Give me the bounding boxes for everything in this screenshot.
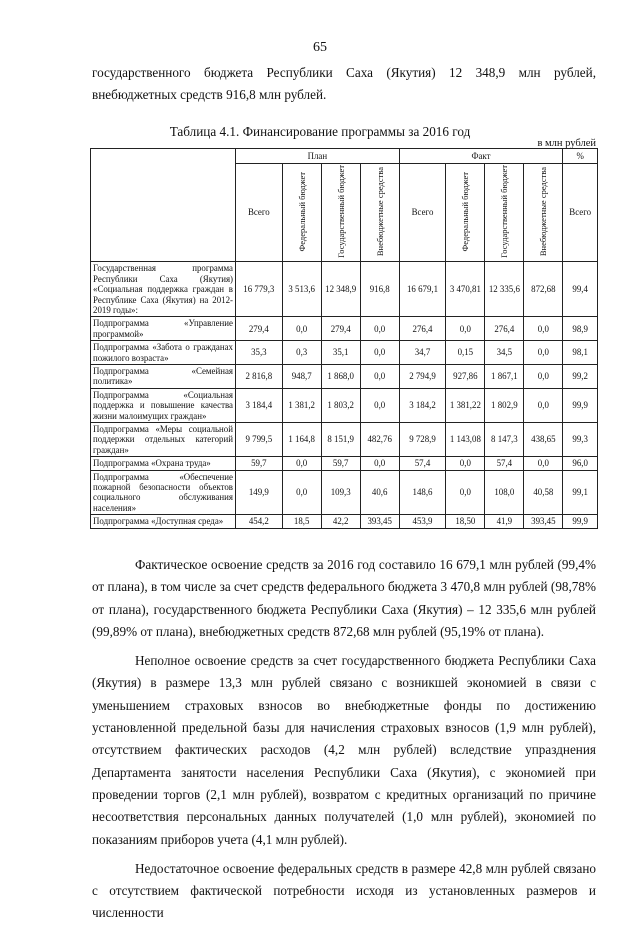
fact-extrabudget-header-text: Внебюджетные средства	[538, 166, 549, 256]
percent-value-cell: 99,9	[563, 388, 598, 422]
fact-value-cell: 3 184,2	[399, 388, 446, 422]
plan-value-cell: 2 816,8	[236, 364, 283, 388]
fact-extrabudget-header	[524, 164, 563, 262]
table-row	[91, 457, 598, 470]
plan-extrabudget-header	[360, 164, 399, 262]
fact-value-cell: 3 470,81	[446, 262, 485, 317]
plan-value-cell: 1 868,0	[321, 364, 360, 388]
row-name-cell: Подпрограмма «Семейная политика»	[91, 364, 236, 388]
fact-value-cell: 438,65	[524, 422, 563, 456]
table-group-header-row	[91, 149, 598, 164]
header-percent: %	[563, 149, 598, 164]
plan-total-header: Всего	[236, 164, 283, 262]
fact-value-cell: 0,0	[524, 317, 563, 341]
table-row	[91, 515, 598, 528]
plan-value-cell: 149,9	[236, 470, 283, 515]
table-body	[91, 262, 598, 528]
intro-paragraph: государственного бюджета Республики Саха (Якутия) 12 348,9 млн рублей, внебюджетных средств 916,8 млн рублей.	[92, 65, 596, 103]
row-name-cell: Подпрограмма «Забота о гражданах пожилого возраста»	[91, 341, 236, 365]
plan-value-cell: 0,0	[360, 388, 399, 422]
plan-value-cell: 0,0	[282, 470, 321, 515]
fact-value-cell: 0,0	[446, 470, 485, 515]
plan-value-cell: 12 348,9	[321, 262, 360, 317]
fact-value-cell: 1 143,08	[446, 422, 485, 456]
plan-value-cell: 35,3	[236, 341, 283, 365]
fact-value-cell: 57,4	[399, 457, 446, 470]
fact-value-cell: 18,50	[446, 515, 485, 528]
plan-value-cell: 35,1	[321, 341, 360, 365]
plan-value-cell: 0,0	[360, 341, 399, 365]
plan-value-cell: 8 151,9	[321, 422, 360, 456]
plan-value-cell: 3 513,6	[282, 262, 321, 317]
plan-value-cell: 109,3	[321, 470, 360, 515]
plan-value-cell: 1 803,2	[321, 388, 360, 422]
fact-value-cell: 34,7	[399, 341, 446, 365]
plan-value-cell: 279,4	[236, 317, 283, 341]
page-number: 65	[313, 40, 327, 55]
plan-value-cell: 1 164,8	[282, 422, 321, 456]
fact-value-cell: 927,86	[446, 364, 485, 388]
table-row	[91, 317, 598, 341]
fact-value-cell: 393,45	[524, 515, 563, 528]
row-name-cell: Подпрограмма «Обеспечение пожарной безопасности объектов социального обслуживания населения»	[91, 470, 236, 515]
table-caption: Таблица 4.1. Финансирование программы за 2016 год	[169, 124, 471, 139]
fact-value-cell: 1 381,22	[446, 388, 485, 422]
row-name-cell: Подпрограмма «Охрана труда»	[91, 457, 236, 470]
plan-value-cell: 3 184,4	[236, 388, 283, 422]
plan-value-cell: 9 799,5	[236, 422, 283, 456]
row-name-cell: Подпрограмма «Социальная поддержка и повышение качества жизни малоимущих граждан»	[91, 388, 236, 422]
plan-value-cell: 16 779,3	[236, 262, 283, 317]
table-row	[91, 388, 598, 422]
percent-value-cell: 99,2	[563, 364, 598, 388]
plan-value-cell: 0,0	[360, 364, 399, 388]
fact-value-cell: 276,4	[485, 317, 524, 341]
percent-value-cell: 99,1	[563, 470, 598, 515]
fact-value-cell: 276,4	[399, 317, 446, 341]
row-name-cell: Подпрограмма «Управление программой»	[91, 317, 236, 341]
header-name-column	[91, 149, 236, 262]
table-row	[91, 341, 598, 365]
fact-state-header-text: Государственный бюджет	[499, 165, 510, 258]
percent-value-cell: 99,3	[563, 422, 598, 456]
plan-value-cell: 18,5	[282, 515, 321, 528]
fact-value-cell: 148,6	[399, 470, 446, 515]
fact-value-cell: 0,0	[446, 457, 485, 470]
fact-value-cell: 16 679,1	[399, 262, 446, 317]
fact-federal-header	[446, 164, 485, 262]
fact-value-cell: 453,9	[399, 515, 446, 528]
row-name-cell: Подпрограмма «Меры социальной поддержки отдельных категорий граждан»	[91, 422, 236, 456]
fact-federal-header-text: Федеральный бюджет	[460, 171, 471, 252]
percent-value-cell: 99,4	[563, 262, 598, 317]
paragraph-federal-underspend: Недостаточное освоение федеральных средств в размере 42,8 млн рублей связано с отсутствием фактической потребности исходя из установленных размеров и численности	[92, 860, 596, 921]
percent-value-cell: 98,9	[563, 317, 598, 341]
fact-value-cell: 1 867,1	[485, 364, 524, 388]
plan-federal-header	[282, 164, 321, 262]
fact-value-cell: 1 802,9	[485, 388, 524, 422]
table-row	[91, 470, 598, 515]
row-name-cell: Государственная программа Республики Саха (Якутия) «Социальная поддержка граждан в Республике Саха (Якутия) на 2012-2019 годы»:	[91, 262, 236, 317]
plan-value-cell: 454,2	[236, 515, 283, 528]
plan-value-cell: 0,0	[360, 317, 399, 341]
table-row	[91, 262, 598, 317]
plan-value-cell: 1 381,2	[282, 388, 321, 422]
percent-value-cell: 96,0	[563, 457, 598, 470]
plan-federal-header-text: Федеральный бюджет	[296, 171, 307, 252]
fact-value-cell: 34,5	[485, 341, 524, 365]
plan-value-cell: 948,7	[282, 364, 321, 388]
financing-table	[90, 148, 598, 529]
plan-value-cell: 482,76	[360, 422, 399, 456]
fact-value-cell: 57,4	[485, 457, 524, 470]
plan-value-cell: 0,3	[282, 341, 321, 365]
header-fact: Факт	[399, 149, 563, 164]
paragraph-state-budget-underspend: Неполное освоение средств за счет государственного бюджета Республики Саха (Якутия) в размере 13,3 млн рублей связано с возникшей экономией в связи с уменьшением страховых взносов во внебюджетные фонды по достижению установленной предельной базы для начисления страховых взносов (1,9 млн рублей), отсутствием фактических расходов (4,2 млн рублей) вследствие упразднения Департамента занятости населения Республики Саха (Якутия), с экономией при проведении торгов (2,1 млн рублей), возвратом с кредитных организаций по причине несоответствия персональных данных получателей (1,0 млн рублей), экономией по показаниям приборов учета (4,1 млн рублей).	[92, 653, 596, 847]
fact-value-cell: 0,0	[524, 457, 563, 470]
plan-value-cell: 59,7	[321, 457, 360, 470]
percent-total-header: Всего	[563, 164, 598, 262]
fact-value-cell: 40,58	[524, 470, 563, 515]
fact-total-header: Всего	[399, 164, 446, 262]
plan-value-cell: 42,2	[321, 515, 360, 528]
table-unit-label: в млн рублей	[537, 138, 596, 149]
fact-value-cell: 2 794,9	[399, 364, 446, 388]
body-text	[92, 554, 596, 925]
plan-state-header	[321, 164, 360, 262]
plan-value-cell: 0,0	[360, 457, 399, 470]
fact-value-cell: 0,0	[524, 388, 563, 422]
fact-value-cell: 0,0	[524, 341, 563, 365]
percent-value-cell: 99,9	[563, 515, 598, 528]
row-name-cell: Подпрограмма «Доступная среда»	[91, 515, 236, 528]
plan-value-cell: 393,45	[360, 515, 399, 528]
plan-state-header-text: Государственный бюджет	[335, 165, 346, 258]
fact-value-cell: 8 147,3	[485, 422, 524, 456]
percent-value-cell: 98,1	[563, 341, 598, 365]
fact-value-cell: 872,68	[524, 262, 563, 317]
plan-value-cell: 916,8	[360, 262, 399, 317]
header-plan: План	[236, 149, 400, 164]
plan-value-cell: 0,0	[282, 317, 321, 341]
paragraph-actual-spending: Фактическое освоение средств за 2016 год составило 16 679,1 млн рублей (99,4% от плана), в том числе за счет средств федерального бюджета 3 470,8 млн рублей (98,78% от плана), государственного бюджета Республики Саха (Якутия) – 12 335,6 млн рублей (99,89% от плана), внебюджетных средств 872,68 млн рублей (95,19% от плана).	[92, 557, 596, 639]
table-row	[91, 422, 598, 456]
fact-state-header	[485, 164, 524, 262]
plan-value-cell: 0,0	[282, 457, 321, 470]
fact-value-cell: 12 335,6	[485, 262, 524, 317]
fact-value-cell: 108,0	[485, 470, 524, 515]
fact-value-cell: 9 728,9	[399, 422, 446, 456]
plan-value-cell: 279,4	[321, 317, 360, 341]
fact-value-cell: 0,15	[446, 341, 485, 365]
plan-extrabudget-header-text: Внебюджетные средства	[374, 166, 385, 256]
plan-value-cell: 40,6	[360, 470, 399, 515]
fact-value-cell: 0,0	[524, 364, 563, 388]
fact-value-cell: 41,9	[485, 515, 524, 528]
plan-value-cell: 59,7	[236, 457, 283, 470]
table-row	[91, 364, 598, 388]
fact-value-cell: 0,0	[446, 317, 485, 341]
